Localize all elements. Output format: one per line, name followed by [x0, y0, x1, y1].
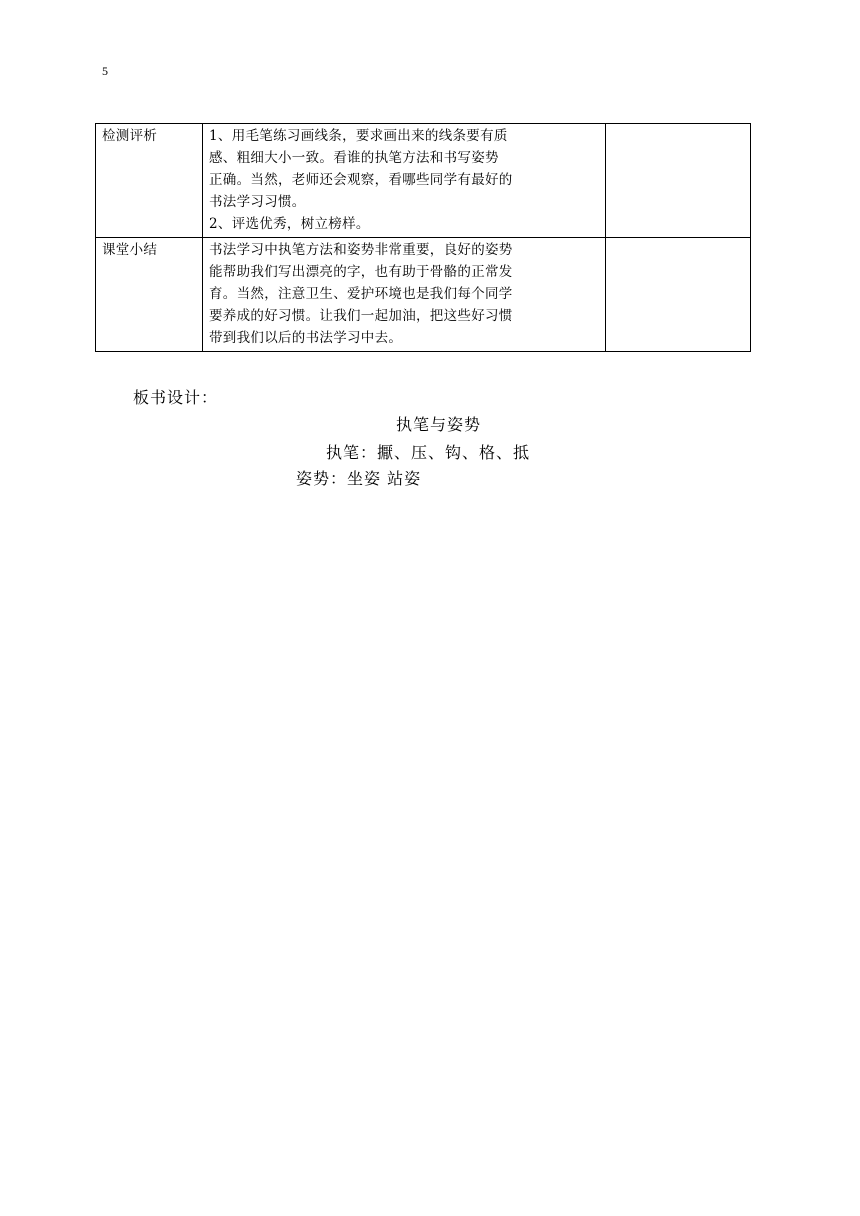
board-design-title: 板书设计：: [133, 388, 219, 407]
board-design-posture-line: 姿势：坐姿 站姿: [296, 469, 422, 488]
table-row-assessment: [96, 124, 751, 238]
content-line: 1、用毛笔练习画线条，要求画出来的线条要有质: [209, 128, 508, 144]
content-line: 2、评选优秀，树立榜样。: [209, 216, 370, 232]
content-line: 感、粗细大小一致。看谁的执笔方法和书写姿势: [209, 150, 499, 166]
board-design-heading: 执笔与姿势: [396, 415, 482, 434]
row-content-assessment: [203, 124, 606, 238]
row-extra-summary: [606, 238, 751, 352]
row-content-summary: [203, 238, 606, 352]
row-label-summary: 课堂小结: [96, 238, 203, 352]
row-label-assessment: 检测评析: [96, 124, 203, 238]
page-number: 5: [102, 64, 108, 78]
content-line: 能帮助我们写出漂亮的字，也有助于骨骼的正常发: [209, 264, 513, 280]
content-line: 要养成的好习惯。让我们一起加油，把这些好习惯: [209, 308, 513, 324]
content-line: 书法学习习惯。: [209, 194, 306, 210]
table-row-summary: [96, 238, 751, 352]
board-design-pen-line: 执笔：擫、压、钩、格、抵: [326, 443, 531, 462]
content-line: 正确。当然，老师还会观察，看哪些同学有最好的: [209, 172, 513, 188]
content-line: 育。当然，注意卫生、爱护环境也是我们每个同学: [209, 286, 513, 302]
content-line: 带到我们以后的书法学习中去。: [209, 330, 403, 346]
content-line: 书法学习中执笔方法和姿势非常重要，良好的姿势: [209, 242, 513, 258]
row-extra-assessment: [606, 124, 751, 238]
lesson-plan-table: [95, 123, 751, 352]
